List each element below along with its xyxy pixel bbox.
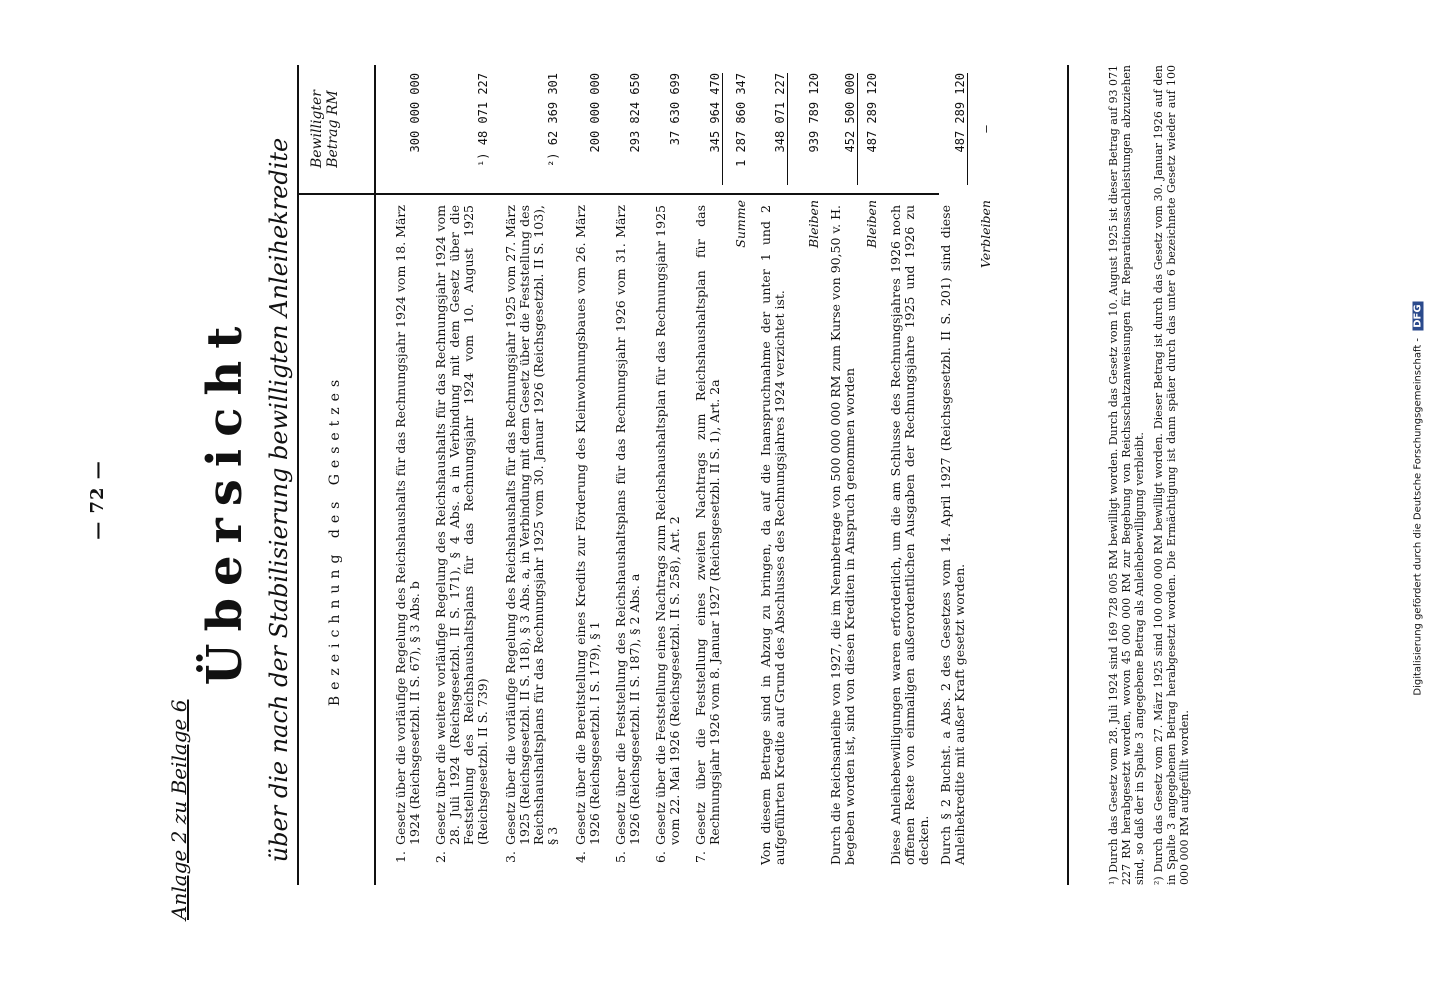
item-amount: 345 964 470	[708, 73, 723, 185]
item-number: 6.	[653, 851, 668, 863]
final-label: Verbleiben	[978, 200, 993, 269]
repeal-text: Durch § 2 Buchst. a Abs. 2 des Gesetzes vom 14. April 1927 (Reichsgesetzbl. II S. 201) sind diese Anleihekredite mit außer Kraft gesetzt worden.	[938, 205, 967, 865]
item-text: Gesetz über die Feststellung eines Nachtrags zum Reichshaushaltsplan für das Rechnungsjahr 1925 vom 22. Mai 1926 (Reichsgesetzbl. II S. 258), Art. 2	[653, 205, 682, 845]
final-amount: —	[979, 125, 993, 133]
page-number: — 72 —	[87, 460, 108, 540]
item-amount: 293 824 650	[628, 73, 642, 153]
item-number: 3.	[503, 851, 518, 863]
remain-label: Bleiben	[806, 200, 821, 249]
column-header-amount: Bewilligter Betrag RM	[309, 89, 341, 169]
column-divider	[299, 193, 939, 195]
item-text: Gesetz über die Feststellung des Reichshaushaltsplans für das Rechnungsjahr 1926 vom 31. März 1926 (Reichsgesetzbl. II S. 187), § 2 Abs. a	[613, 205, 642, 845]
document-title: Übersicht	[197, 314, 253, 686]
item-amount: 200 000 000	[588, 73, 602, 153]
column-header-description: Bezeichnung des Gesetzes	[327, 373, 343, 707]
remain-label: Bleiben	[864, 200, 879, 249]
sum-amount: 1 287 860 347	[734, 73, 748, 167]
item-text: Gesetz über die vorläufige Regelung des Reichshaushalts für das Rechnungsjahr 1925 vom 27. März 1925 (Reichsgesetzbl. II S. 118), § 3 Abs. a, in Verbindung mit dem Gesetz über die Feststellung des Reichshaushaltsplans für das Rechnungsjahr 1925 vom 30. Januar 1926 (Reichsgesetzbl. II S. 103), § 3	[503, 205, 560, 845]
explanation-text: Diese Anleihebewilligungen waren erforderlich, um die am Schlusse des Rechnungsjahres 1926 noch offenen Reste von einmaligen außerordentlichen Ausgaben der Rechnungsjahre 1925 und 1926 zu decken.	[888, 205, 931, 865]
footnotes	[1107, 65, 1197, 885]
footnote-2: ²) Durch das Gesetz vom 27. März 1925 sind 100 000 000 RM bewilligt worden. Dieser Betrag ist durch das Gesetz vom 30. Januar 1926 auf den in Spalte 3 angegebenen Betrag herabgesetzt worden. Die Ermächtigung ist dann später durch das unter 6 bezeichnete Gesetz wieder auf 100 000 000 RM aufgefüllt worden.	[1152, 65, 1191, 885]
item-number: 5.	[613, 851, 628, 863]
item-number: 1.	[393, 851, 408, 863]
item-amount: ¹) 48 071 227	[476, 73, 490, 167]
deduction-amount: 348 071 227	[773, 73, 788, 185]
deduction-text: Von diesem Betrage sind in Abzug zu bringen, da auf die Inanspruchnahme der unter 1 und 2 aufgeführten Kredite auf Grund des Abschlusses des Rechnungsjahres 1924 verzichtet ist.	[758, 205, 787, 865]
remain-amount: 939 789 120	[807, 73, 821, 153]
item-number: 7.	[693, 851, 708, 863]
loan-amount: 452 500 000	[843, 73, 858, 185]
item-amount: ²) 62 369 301	[546, 73, 560, 167]
rotated-document-page	[57, 20, 1377, 980]
item-text: Gesetz über die Bereitstellung eines Kredits zur Förderung des Kleinwohnungsbaues vom 26. März 1926 (Reichsgesetzbl. I S. 179), § 1	[573, 205, 602, 845]
annex-label: Anlage 2 zu Beilage 6	[167, 699, 191, 920]
item-text: Gesetz über die vorläufige Regelung des Reichshaushalts für das Rechnungsjahr 1924 vom 18. März 1924 (Reichsgesetzbl. II S. 67), § 3 Abs. b	[393, 205, 422, 845]
item-number: 2.	[433, 851, 448, 863]
dfg-logo: DFG	[1413, 301, 1424, 330]
footnote-1: ¹) Durch das Gesetz vom 28. Juli 1924 sind 169 728 005 RM bewilligt worden. Durch das Gesetz vom 10. August 1925 ist dieser Betrag auf 93 071 227 RM herabgesetzt worden, wovon 45 000 000 RM zur Begebung von Reichsschatzanweisungen für Reparationssachleistungen abzuziehen sind, so daß der in Spalte 3 angegebene Betrag als Anleihebewilligung verbleibt.	[1107, 65, 1146, 885]
repeal-amount: 487 289 120	[953, 73, 968, 185]
item-amount: 37 630 699	[668, 73, 682, 146]
remain-amount: 487 289 120	[865, 73, 879, 153]
footnote-divider	[1067, 65, 1069, 885]
header-divider	[374, 65, 376, 885]
sum-label: Summe	[733, 200, 748, 248]
item-text: Gesetz über die Feststellung eines zweiten Nachtrags zum Reichshaushaltsplan für das Rechnungsjahr 1926 vom 8. Januar 1927 (Reichsgesetzbl. II S. 1), Art. 2a	[693, 205, 722, 845]
item-number: 4.	[573, 851, 588, 863]
loan-text: Durch die Reichsanleihe von 1927, die im Nennbetrage von 500 000 000 RM zum Kurse von 90,50 v. H. begeben worden ist, sind von diesen Krediten in Anspruch genommen worden	[828, 205, 857, 865]
digitization-sidebar	[1408, 260, 1428, 740]
document-subtitle: über die nach der Stabilisierung bewilligten Anleihekredite	[265, 137, 293, 863]
credit-table	[297, 65, 999, 885]
digitization-note-text: Digitalisierung gefördert durch die Deutsche Forschungsgemeinschaft -	[1412, 337, 1424, 696]
item-text: Gesetz über die weitere vorläufige Regelung des Reichshaushalts für das Rechnungsjahr 1924 vom 28. Juli 1924 (Reichsgesetzbl. II S. 171), § 4 Abs. a in Verbindung mit dem Gesetz über die Feststellung des Reichshaushaltsplans für das Rechnungsjahr 1924 vom 10. August 1925 (Reichsgesetzbl. II S. 739)	[433, 205, 490, 845]
item-amount: 300 000 000	[408, 73, 422, 153]
digitization-note	[1413, 259, 1424, 739]
